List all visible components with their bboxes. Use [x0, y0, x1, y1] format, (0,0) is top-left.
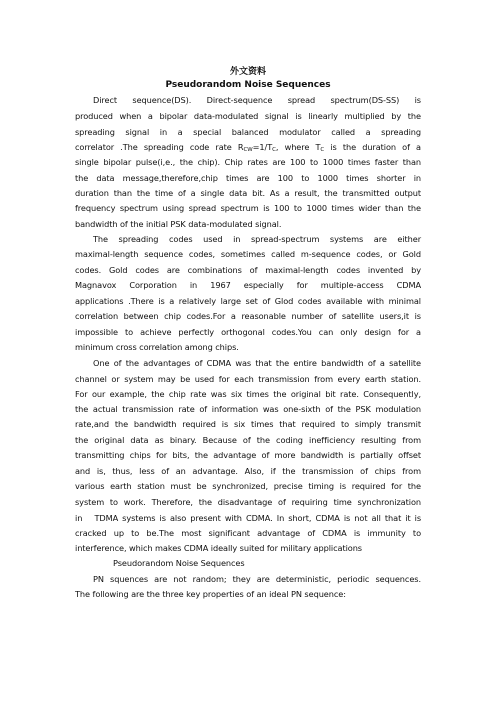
paragraph-1-line: produced when a bipolar data-modulated signal is linearly multiplied by the — [75, 111, 421, 121]
paragraph-3-line: For our example, the chip rate was six times the original bit rate. Consequently, — [75, 389, 421, 399]
paragraph-3-line: various earth station must be synchronized, precise timing is required for the — [75, 481, 421, 491]
document-title: Pseudorandom Noise Sequences — [165, 80, 331, 90]
paragraph-1-line: frequency spectrum using spread spectrum is 100 to 1000 times wider than the — [75, 203, 421, 213]
paragraph-1-line: Direct sequence(DS). Direct-sequence spread spectrum(DS-SS) is — [93, 95, 421, 105]
paragraph-3-line: system to work. Therefore, the disadvantage of requiring time synchronization — [75, 497, 421, 507]
paragraph-4-line: PN squences are not random; they are deterministic, periodic sequences. — [93, 574, 421, 584]
paragraph-1-line: single bipolar pulse(i,e., the chip). Chip rates are 100 to 1000 times faster than — [75, 157, 421, 167]
paragraph-3-line: in TDMA systems is also present with CDMA. In short, CDMA is not all that it is — [75, 513, 421, 523]
paragraph-2-line: Magnavox Corporation in 1967 especially for multiple-access CDMA — [75, 280, 421, 290]
paragraph-1-line: the data message,therefore,chip times are 100 to 1000 times shorter in — [75, 173, 421, 183]
paragraph-1-line: duration than the time of a single data bit. As a result, the transmitted output — [75, 188, 421, 198]
paragraph-1-line: bandwidth of the initial PSK data-modulated signal. — [75, 219, 282, 229]
paragraph-3-line: interference, which makes CDMA ideally suited for military applications — [75, 543, 362, 553]
paragraph-2-line: correlation between chip codes.For a reasonable number of satellite users,it is — [75, 311, 421, 321]
paragraph-1-rate-line: correlator .The spreading code rate RCW=1/TC, where TC is the duration of a — [75, 142, 421, 153]
paragraph-3-line: channel or system may be used for each transmission from every earth station. — [75, 374, 421, 384]
paragraph-3-line: cracked up to be.The most significant advantage of CDMA is immunity to — [75, 528, 421, 538]
paragraph-2-line: maximal-length sequence codes, sometimes called m-sequence codes, or Gold — [75, 249, 421, 259]
paragraph-2-line: applications .There is a relatively large set of Glod codes available with minimal — [75, 296, 421, 306]
section-heading: Pseudorandom Noise Sequences — [113, 558, 245, 568]
paragraph-3-line: the actual transmission rate of information was one-sixth of the PSK modulation — [75, 404, 421, 414]
paragraph-2-line: impossible to achieve perfectly orthogonal codes.You can only design for a — [75, 327, 421, 337]
paragraph-1-line: spreading signal in a special balanced modulator called a spreading — [75, 127, 421, 137]
paragraph-2-line: minimum cross correlation among chips. — [75, 342, 239, 352]
document-header-zh: 外文资料 — [229, 67, 266, 77]
paragraph-3-line: and is, thus, less of an advantage. Also, if the transmission of chips from — [75, 466, 421, 476]
paragraph-3-line: rate,and the bandwidth required is six times that required to simply transmit — [75, 419, 421, 429]
paragraph-4-line: The following are the three key properties of an ideal PN sequence: — [75, 589, 346, 599]
paragraph-3-line: transmitting chips for bits, the advantage of more bandwidth is partially offset — [75, 450, 421, 460]
paragraph-2-line: The spreading codes used in spread-spectrum systems are either — [93, 234, 421, 244]
paragraph-3-line: One of the advantages of CDMA was that the entire bandwidth of a satellite — [93, 358, 421, 368]
paragraph-2-line: codes. Gold codes are combinations of maximal-length codes invented by — [75, 265, 421, 275]
paragraph-3-line: the original data as binary. Because of the coding inefficiency resulting from — [75, 435, 421, 445]
